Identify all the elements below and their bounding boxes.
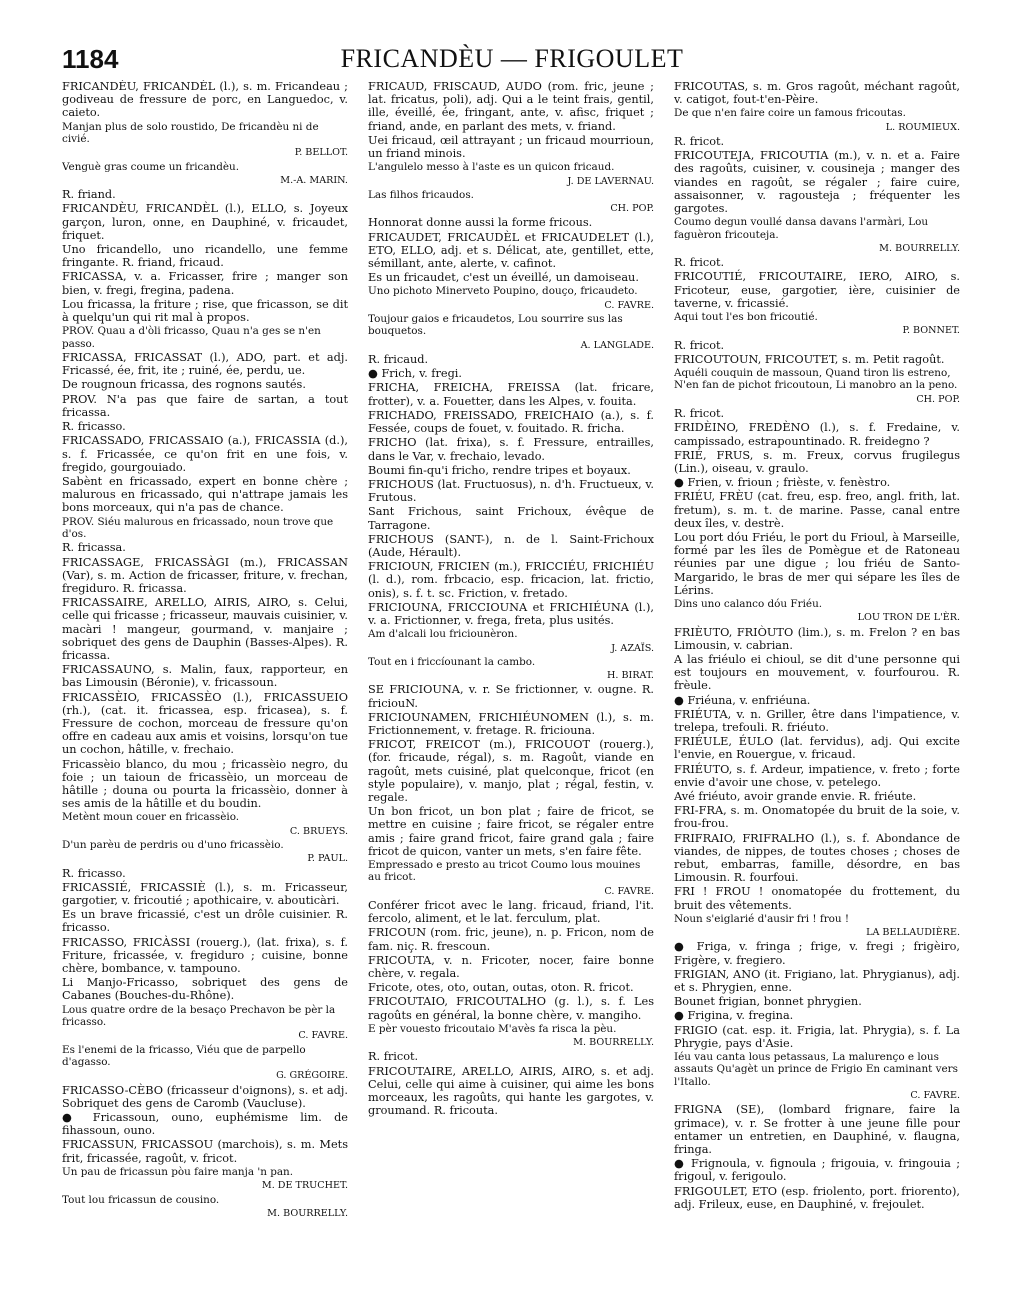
- dictionary-entry: FRIGOULET, ETO (esp. friolento, port. friorento), adj. Frileux, euse, en Dauphiné, v. frejoulet.: [674, 1184, 960, 1211]
- dictionary-entry: Lou port dóu Friéu, le port du Frioul, à Marseille, formé par les îles de Pomègue et de Ratoneau réunies par une digue ; lou friéu de Santo-Margarido, le bras de mer qui sépare les îles de Lérins.: [674, 530, 960, 597]
- citation-author: P. PAUL.: [307, 853, 348, 865]
- citation-author: C. BRUEYS.: [289, 825, 348, 837]
- dictionary-entry: FRICHO (lat. frixa), s. f. Fressure, entrailles, dans le Var, v. frechaio, levado.: [368, 436, 654, 463]
- dictionary-entry: FRICASSO-CÈBO (fricasseur d'oignons), s. et adj. Sobriquet des gens de Caromb (Vaucluse).: [62, 1083, 348, 1110]
- dictionary-entry: Bounet frigian, bonnet phrygien.: [674, 995, 862, 1009]
- dictionary-entry: FRICASSAUNO, s. Malin, faux, rapporteur, en bas Limousin (Béronie), v. fricassoun.: [62, 663, 348, 690]
- dictionary-entry: FRI ! FROU ! onomatopée du frottement, du bruit des vêtements.: [674, 885, 960, 912]
- dictionary-entry: FRICASSO, FRICÀSSI (rouerg.), (lat. frixa), s. f. Friture, fricassée, v. fregiduro ; cuisine, bonne chère, bombance, v. tampouno.: [62, 935, 348, 976]
- citation: Tout lou fricassun de cousino.: [62, 1193, 220, 1206]
- citation-author: LA BELLAUDIÈRE.: [866, 927, 960, 939]
- dictionary-entry: FRICOUTOUN, FRICOUTET, s. m. Petit ragoût.: [674, 352, 945, 366]
- citation-author: C. FAVRE.: [604, 299, 654, 311]
- citation: D'un parèu de perdris ou d'uno fricassèio.: [62, 839, 284, 851]
- dictionary-entry: FRIÈUTO, FRIÒUTO (lim.), s. m. Frelon ? en bas Limousin, v. cabrian.: [674, 625, 960, 652]
- citation-author: M. BOURRELLY.: [879, 243, 960, 255]
- dictionary-entry: FRICAUD, FRISCAUD, AUDO (rom. fric, jeune ; lat. fricatus, poli), adj. Qui a le teint frais, gentil, ille, éveillé, ée, fringant, ante, v. afisc, friquet ; friand, ande, en parlant des mets, v. friand.: [368, 80, 654, 133]
- citation-author: M. BOURRELLY.: [573, 1037, 654, 1049]
- dictionary-entry: R. fricaud.: [368, 353, 429, 367]
- citation-author: L. ROUMIEUX.: [885, 121, 960, 133]
- dictionary-entry: Conférer fricot avec le lang. fricaud, friand, l'it. fercolo, aliment, et le lat. ferculum, plat.: [368, 899, 654, 926]
- dictionary-entry: ● Frich, v. fregi.: [368, 367, 463, 381]
- dictionary-entry: FRICOUN (rom. fric, jeune), n. p. Fricon, nom de fam. niç. R. frescoun.: [368, 926, 654, 953]
- dictionary-entry: FRICOUTEJA, FRICOUTIA (m.), v. n. et a. Faire des ragoûts, cuisiner, v. cousineja ; manger des viandes en ragoût, se régaler ; faire cuire, assaisonner, v. ragousteja ; fréquenter les gargotes.: [674, 149, 960, 216]
- page-number: 1184: [62, 44, 119, 74]
- dictionary-entry: FRIÉUTA, v. n. Griller, être dans l'impatience, v. trelepa, trefouli. R. friéuto.: [674, 707, 960, 734]
- dictionary-entry: R. fricot.: [368, 1050, 419, 1064]
- dictionary-entry: PROV. N'a pas que faire de sartan, a tout fricassa.: [62, 392, 348, 419]
- text-columns: [62, 80, 962, 1280]
- dictionary-entry: FRIÉU, FRÈU (cat. freu, esp. freo, angl. frith, lat. fretum), s. m. t. de marine. Passe, canal entre deux îles, v. destrè.: [674, 490, 960, 530]
- column-left: [62, 80, 348, 1280]
- dictionary-entry: R. fricot.: [674, 256, 725, 270]
- citation-author: C. FAVRE.: [910, 1090, 960, 1102]
- dictionary-entry: FRICASSIÉ, FRICASSIÈ (l.), s. m. Fricasseur, gargotier, v. fricoutié ; apothicaire, v. abouticàri.: [62, 880, 348, 908]
- dictionary-entry: FRICASSAIRE, ARELLO, AIRIS, AIRO, s. Celui, celle qui fricasse ; fricasseur, mauvais cuisinier, v. macàri ! mangeur, gourmand, v. manjaire ; sobriquet des gens de Dauphin (Basses-Alpes). R. fricassa.: [62, 596, 348, 662]
- dictionary-entry: Fricote, otes, oto, outan, outas, oton. R. fricot.: [368, 981, 634, 995]
- citation-author: A. LANGLADE.: [580, 339, 654, 351]
- citation: L'angulelo messo à l'aste es un quicon fricaud.: [368, 161, 615, 174]
- citation-author: J. AZAÏS.: [611, 642, 654, 654]
- dictionary-entry: ● Frignoula, v. fignoula ; frigouia, v. fringouia ; frigoul, v. ferigoulo.: [674, 1157, 960, 1184]
- dictionary-entry: FRICASSUN, FRICASSOU (marchois), s. m. Mets frit, fricassée, ragoût, v. fricot.: [62, 1138, 348, 1165]
- dictionary-entry: FRICANDÈU, FRICANDÈL (l.), ELLO, s. Joyeux garçon, luron, onne, en Dauphiné, v. fricaudet, friquet.: [62, 202, 348, 242]
- dictionary-entry: FRICOUTAIRE, ARELLO, AIRIS, AIRO, s. et adj. Celui, celle qui aime à cuisiner, qui aime les bons morceaux, les ragoûts, qui hante les gargotes, v. groumand. R. fricouta.: [368, 1064, 654, 1118]
- citation-author: P. BELLOT.: [294, 147, 348, 159]
- citation: Toujour gaios e fricaudetos, Lou sourrire sus las bouquetos.: [368, 313, 623, 338]
- dictionary-entry: FRIDÈINO, FREDÈNO (l.), s. f. Fredaine, v. campissado, estrapountinado. R. freidegno ?: [674, 421, 960, 448]
- dictionary-entry: FRICANDÈU, FRICANDÈL (l.), s. m. Fricandeau ; godiveau de fressure de porc, en Languedoc, v. caieto.: [62, 80, 348, 120]
- citation-author: P. BONNET.: [902, 325, 960, 337]
- dictionary-entry: FRICOT, FREICOT (m.), FRICOUOT (rouerg.), (for. fricaude, régal), s. m. Ragoût, viande en ragoût, mets cuisiné, plat quelconque, fricot (en style populaire), v. manjo, plat ; régal, festin, v. regale.: [368, 738, 654, 804]
- dictionary-entry: R. fricot.: [674, 407, 725, 421]
- citation-author: J. DE LAVERNAU.: [567, 175, 654, 187]
- citation-author: M. BOURRELLY.: [267, 1207, 348, 1219]
- column-middle: [368, 80, 654, 1280]
- citation-author: G. GRÉGOIRE.: [276, 1070, 348, 1082]
- dictionary-entry: De rougnoun fricassa, des rognons sautés.: [62, 378, 306, 392]
- dictionary-entry: FRICHADO, FREISSADO, FREICHAIO (a.), s. f. Fessée, coups de fouet, v. fouitado. R. fricha.: [368, 408, 654, 436]
- citation: Coumo degun voullé dansa davans l'armàri, Lou faguèron fricouteja.: [674, 216, 929, 241]
- dictionary-entry: ● Fricassoun, ouno, euphémisme lim. de fihassoun, ouno.: [62, 1111, 348, 1138]
- dictionary-entry: FRIÉULE, ÉULO (lat. fervidus), adj. Qui excite l'envie, en Rouergue, v. fricaud.: [674, 735, 960, 762]
- dictionary-entry: FRIFRAIO, FRIFRALHO (l.), s. f. Abondance de viandes, de nippes, de toutes choses ; choses de rebut, embarras, famille, désordre, en bas Limousin. R. fourfoui.: [674, 831, 960, 885]
- citation: E pèr vouesto fricoutaio M'avès fa risca la pèu.: [368, 1022, 617, 1035]
- citation: Aquéli couquin de massoun, Quand tiron lis estreno, N'en fan de pichot fricoutoun, Li manobro an la peno.: [674, 367, 958, 392]
- dictionary-entry: FRIÉ, FRUS, s. m. Freux, corvus frugilegus (Lin.), oiseau, v. graulo.: [674, 448, 960, 475]
- dictionary-entry: Sabènt en fricassado, expert en bonne chère ; malurous en fricassado, qui n'attrape jamais les bons morceaux, qui n'a pas de chance.: [62, 474, 348, 515]
- dictionary-entry: R. fricot.: [674, 338, 725, 352]
- dictionary-entry: FRIGIO (cat. esp. it. Frigia, lat. Phrygia), s. f. La Phrygie, pays d'Asie.: [674, 1023, 960, 1050]
- dictionary-entry: ● Frien, v. frioun ; frièste, v. fenèstro.: [674, 476, 891, 490]
- dictionary-entry: FRI-FRA, s. m. Onomatopée du bruit de la soie, v. frou-frou.: [674, 804, 960, 831]
- dictionary-entry: Lou fricassa, la friture ; rise, que fricasson, se dit à quelqu'un qui rit mal à propos.: [62, 297, 348, 325]
- dictionary-entry: FRICASSÈIO, FRICASSÈO (l.), FRICASSUEIO (rh.), (cat. it. fricassea, esp. fricasea), s. f. Fressure de cochon, morceau de fressure qu'on offre en cadeau aux amis et voisins, lorsqu'on tue un cochon, hâtille, v. frechaio.: [62, 690, 348, 757]
- dictionary-entry: FRICOUTIÉ, FRICOUTAIRE, IERO, AIRO, s. Fricoteur, euse, gargotier, ière, cuisinier de taverne, v. fricassié.: [674, 270, 960, 310]
- dictionary-entry: FRICHOUS (SANT-), n. de l. Saint-Frichoux (Aude, Hérault).: [368, 532, 654, 559]
- page-header: [62, 44, 962, 84]
- dictionary-entry: FRICIOUNA, FRICCIOUNA et FRICHIÉUNA (l.), v. a. Frictionner, v. frega, freta, plus usités.: [368, 600, 654, 627]
- dictionary-entry: FRICOUTAIO, FRICOUTALHO (g. l.), s. f. Les ragoûts en général, la bonne chère, v. mangiho.: [368, 995, 654, 1022]
- citation: Es l'enemi de la fricasso, Viéu que de parpello d'agasso.: [62, 1043, 306, 1069]
- citation: Noun s'eiglarié d'ausir fri ! frou !: [674, 912, 850, 925]
- dictionary-entry: FRICHOUS (lat. Fructuosus), n. d'h. Fructueux, v. Frutous.: [368, 477, 654, 505]
- dictionary-entry: R. fricot.: [674, 135, 725, 149]
- dictionary-entry: R. fricassa.: [62, 541, 126, 555]
- citation: Tout en i friccíounant la cambo.: [368, 655, 536, 668]
- dictionary-entry: R. fricasso.: [62, 866, 126, 880]
- dictionary-entry: FRICOUTA, v. n. Fricoter, nocer, faire bonne chère, v. regala.: [368, 953, 654, 981]
- dictionary-entry: Li Manjo-Fricasso, sobriquet des gens de Cabanes (Bouches-du-Rhône).: [62, 976, 348, 1003]
- dictionary-entry: FRICIOUNAMEN, FRICHIÉUNOMEN (l.), s. m. Frictionnement, v. fretage. R. friciouna.: [368, 710, 654, 737]
- dictionary-entry: FRICAUDET, FRICAUDÈL et FRICAUDELET (l.), ETO, ELLO, adj. et s. Délicat, ate, gentillet, ette, sémillant, ante, alerte, v. cafinot.: [368, 230, 654, 271]
- citation: De que n'en faire coire un famous fricoutas.: [674, 107, 906, 120]
- citation-author: C. FAVRE.: [604, 885, 654, 897]
- dictionary-entry: FRICASSADO, FRICASSAIO (a.), FRICASSIA (d.), s. f. Fricassée, ce qu'on frit en une fois, v. fregido, gourgouiado.: [62, 434, 348, 474]
- dictionary-entry: Honnorat donne aussi la forme fricous.: [368, 216, 593, 230]
- dictionary-entry: SE FRICIOUNA, v. r. Se frictionner, v. ougne. R. friciouN.: [368, 683, 654, 710]
- citation: PROV. Siéu malurous en fricassado, noun trove que d'os.: [62, 515, 334, 540]
- citation: Un pau de fricassun pòu faire manja 'n pan.: [62, 1165, 294, 1178]
- dictionary-entry: Es un fricaudet, c'est un éveillé, un damoiseau.: [368, 271, 639, 285]
- dictionary-entry: FRIGNA (SE), (lombard frignare, faire la grimace), v. r. Se frotter à une jeune fille pour entamer un entretien, en Dauphiné, v. flaugna, fringa.: [674, 1103, 960, 1157]
- citation-author: CH. POP.: [916, 393, 960, 405]
- dictionary-entry: Avé friéuto, avoir grande envie. R. friéute.: [674, 789, 917, 803]
- citation: Manjan plus de solo roustido, De fricandèu ni de civié.: [62, 120, 319, 146]
- dictionary-entry: Sant Frichous, saint Frichoux, évêque de Tarragone.: [368, 505, 654, 532]
- citation-author: CH. POP.: [610, 203, 654, 215]
- citation: Aqui tout l'es bon fricoutié.: [674, 311, 818, 324]
- citation: Dins uno calanco dóu Friéu.: [674, 597, 823, 610]
- citation-author: M. DE TRUCHET.: [261, 1180, 348, 1192]
- dictionary-entry: FRIÉUTO, s. f. Ardeur, impatience, v. freto ; forte envie d'avoir une chose, v. petelego.: [674, 762, 960, 789]
- dictionary-entry: Boumi fin-qu'i fricho, rendre tripes et boyaux.: [368, 463, 631, 477]
- citation-author: M.-A. MARIN.: [280, 175, 348, 187]
- citation: Metènt moun couer en fricassèio.: [62, 811, 240, 824]
- dictionary-entry: ● Frigina, v. fregina.: [674, 1009, 794, 1023]
- dictionary-entry: Es un brave fricassié, c'est un drôle cuisinier. R. fricasso.: [62, 908, 348, 935]
- citation: Empressado e presto au tricot Coumo lous mouines au fricot.: [368, 859, 641, 884]
- dictionary-entry: R. fricasso.: [62, 420, 126, 434]
- dictionary-entry: Fricassèio blanco, du mou ; fricassèio negro, du foie ; un taioun de fricassèio, un morceau de hâtille ; douna ou pourta la fricassèio, donner à ses amis de la hâtille et du boudin.: [62, 757, 348, 811]
- dictionary-entry: FRICHA, FREICHA, FREISSA (lat. fricare, frotter), v. a. Fouetter, dans les Alpes, v. fouita.: [368, 381, 654, 408]
- dictionary-entry: A las friéulo ei chioul, se dit d'une personne qui est toujours en mouvement, v. fourfourou. R. frèule.: [674, 652, 960, 693]
- citation: PROV. Quau a d'òli fricasso, Quau n'a ges se n'en passo.: [62, 325, 321, 350]
- dictionary-entry: FRICIOUN, FRICIEN (m.), FRICCIÉU, FRICHIÉU (l. d.), rom. frbcacio, esp. fricacion, lat. frictio, onis), s. f. t. sc. Friction, v. fretado.: [368, 560, 654, 600]
- dictionary-entry: ● Friéuna, v. enfriéuna.: [674, 693, 811, 707]
- citation: Uno pichoto Minerveto Poupino, douço, fricaudeto.: [368, 285, 638, 298]
- citation: Am d'alcali lou friciounèron.: [368, 628, 518, 641]
- dictionary-entry: FRIGIAN, ANO (it. Frigiano, lat. Phrygianus), adj. et s. Phrygien, enne.: [674, 967, 960, 995]
- citation: Iéu vau canta lous petassaus, La malurenço e lous assauts Qu'agèt un prince de Frigio En caminant vers l'Itallo.: [674, 1051, 958, 1088]
- dictionary-entry: FRICASSA, v. a. Fricasser, frire ; manger son bien, v. fregi, fregina, padena.: [62, 270, 348, 297]
- dictionary-entry: FRICASSAGE, FRICASSÀGI (m.), FRICASSAN (Var), s. m. Action de fricasser, friture, v. frechan, fregiduro. R. fricassa.: [62, 555, 348, 595]
- dictionary-entry: ● Friga, v. fringa ; frige, v. fregi ; frigèiro, Frigère, v. fregiero.: [674, 940, 960, 967]
- dictionary-entry: FRICOUTAS, s. m. Gros ragoût, méchant ragoût, v. catigot, fout-t'en-Pèire.: [674, 80, 960, 107]
- column-right: [674, 80, 960, 1280]
- dictionary-entry: FRICASSA, FRICASSAT (l.), ADO, part. et adj. Fricassé, ée, frit, ite ; ruiné, ée, perdu, ue.: [62, 351, 348, 378]
- running-title: FRICANDÈU — FRIGOULET: [340, 44, 684, 73]
- citation-author: H. BIRAT.: [607, 670, 654, 682]
- citation: Venguè gras coume un fricandèu.: [62, 160, 240, 173]
- dictionary-entry: R. friand.: [62, 188, 116, 202]
- citation-author: LOU TRON DE L'ÈR.: [857, 612, 960, 624]
- citation-author: C. FAVRE.: [298, 1030, 348, 1042]
- citation: Las filhos fricaudos.: [368, 188, 474, 201]
- dictionary-entry: Uei fricaud, œil attrayant ; un fricaud mourrioun, un friand minois.: [368, 133, 654, 161]
- citation: Lous quatre ordre de la besaço Prechavon be pèr la fricasso.: [62, 1003, 336, 1029]
- dictionary-entry: Un bon fricot, un bon plat ; faire de fricot, se mettre en cuisine ; faire fricot, se régaler entre amis ; faire grand fricot, faire grand gala ; faire fricot de quicon, vanter un mets, s'en faire fête.: [368, 805, 654, 858]
- dictionary-entry: Uno fricandello, uno ricandello, une femme fringante. R. friand, fricaud.: [62, 243, 348, 270]
